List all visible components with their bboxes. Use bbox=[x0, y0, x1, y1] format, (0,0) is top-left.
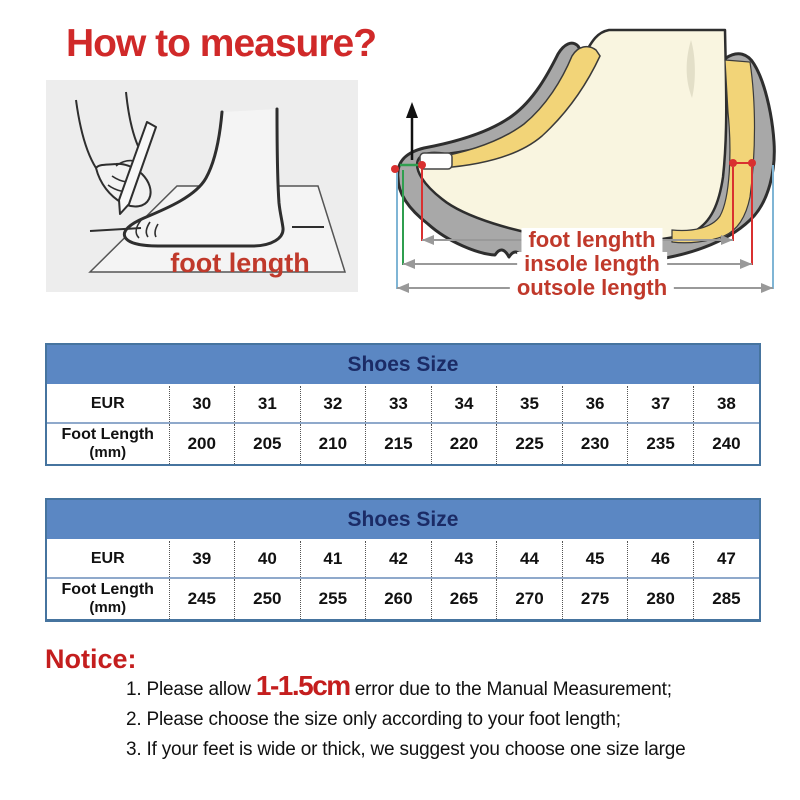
foot-tracing-illustration bbox=[46, 80, 358, 292]
row-label: Foot Length (mm) bbox=[47, 423, 169, 464]
notice-item-3: 3. If your feet is wide or thick, we suggest you choose one size large bbox=[126, 739, 686, 760]
page-title: How to measure? bbox=[66, 22, 377, 65]
arrowhead bbox=[397, 283, 409, 293]
table-row: Foot Length (mm) 200 205 210 215 220 225 230 235 240 bbox=[47, 423, 759, 464]
notice-title: Notice: bbox=[45, 644, 137, 674]
outsole-length-measure-label: outsole length bbox=[510, 276, 674, 300]
arrowhead bbox=[403, 259, 415, 269]
marker-dot bbox=[748, 159, 756, 167]
insole-length-measure-label: insole length bbox=[517, 252, 667, 276]
row-label: EUR bbox=[90, 550, 125, 567]
marker-dot bbox=[418, 161, 426, 169]
foot-length-label: foot length bbox=[170, 248, 310, 278]
arrowhead bbox=[422, 235, 434, 245]
row-label: Foot Length (mm) bbox=[47, 578, 169, 619]
notice-list bbox=[126, 672, 746, 765]
foot-length-measure-label: foot lenghth bbox=[521, 228, 662, 252]
row-label: EUR bbox=[90, 395, 125, 412]
table-row: Foot Length (mm) 245 250 255 260 265 270 275 280 285 bbox=[47, 578, 759, 619]
marker-dot bbox=[729, 159, 737, 167]
table-row: EUR 39 40 41 42 43 44 45 46 47 bbox=[47, 540, 759, 578]
table-title: Shoes Size bbox=[47, 345, 759, 385]
up-arrow-icon bbox=[406, 102, 418, 118]
wrist-lines bbox=[76, 92, 138, 168]
size-table-eur-30-38 bbox=[45, 343, 761, 466]
size-table-eur-39-47 bbox=[45, 498, 761, 622]
arrowhead bbox=[761, 283, 773, 293]
notice-item-2: 2. Please choose the size only according to your foot length; bbox=[126, 709, 621, 730]
table-row: EUR 30 31 32 33 34 35 36 37 38 bbox=[47, 385, 759, 423]
marker-dot bbox=[391, 165, 399, 173]
arrowhead bbox=[740, 259, 752, 269]
error-margin-highlight: 1-1.5cm bbox=[255, 670, 350, 701]
table-title: Shoes Size bbox=[47, 500, 759, 540]
notice-item-1: 1. Please allow 1-1.5cm error due to the Manual Measurement; bbox=[126, 670, 672, 701]
